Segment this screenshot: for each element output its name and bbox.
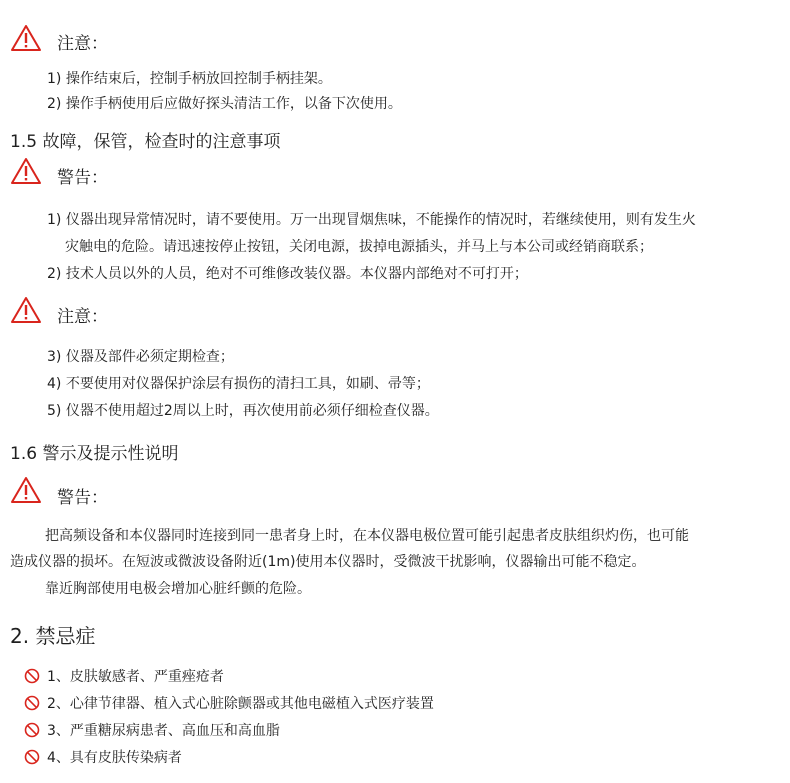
contraindication-item-2: 2、心律节律器、植入式心脏除颤器或其他电磁植入式医疗装置 — [47, 696, 434, 712]
warning-triangle-icon — [10, 296, 42, 324]
section-1-6-title: 1.6 警示及提示性说明 — [10, 444, 179, 464]
contraindication-item-1: 1、皮肤敏感者、严重痤疮者 — [47, 669, 224, 685]
warning-paragraph-line-3: 靠近胸部使用电极会增加心脏纤颤的危险。 — [45, 581, 311, 597]
notice-label: 注意： — [57, 34, 108, 54]
warning-item-2: 2) 技术人员以外的人员，绝对不可维修改装仪器。本仪器内部绝对不可打开； — [47, 266, 528, 282]
warning-triangle-icon — [10, 157, 42, 185]
prohibited-icon — [24, 695, 40, 711]
section-2-title: 2. 禁忌症 — [10, 624, 96, 648]
warning-label: 警告： — [57, 168, 108, 188]
contraindication-item-3: 3、严重糖尿病患者、高血压和高血脂 — [47, 723, 280, 739]
notice-label: 注意： — [57, 307, 108, 327]
warning-item-1: 1) 仪器出现异常情况时，请不要使用。万一出现冒烟焦味，不能操作的情况时，若继续使用，则有发生火 — [47, 212, 696, 228]
warning-paragraph-line-1: 把高频设备和本仪器同时连接到同一患者身上时，在本仪器电极位置可能引起患者皮肤组织灼伤，也可能 — [45, 528, 689, 544]
notice-item-1: 1) 操作结束后，控制手柄放回控制手柄挂架。 — [47, 71, 332, 87]
notice-item-4: 4) 不要使用对仪器保护涂层有损伤的清扫工具，如刷、帚等； — [47, 376, 430, 392]
warning-paragraph-line-2: 造成仪器的损坏。在短波或微波设备附近(1m)使用本仪器时，受微波干扰影响，仪器输出可能不稳定。 — [10, 554, 646, 570]
warning-label: 警告： — [57, 488, 108, 508]
notice-item-5: 5) 仪器不使用超过2周以上时，再次使用前必须仔细检查仪器。 — [47, 403, 439, 419]
warning-triangle-icon — [10, 24, 42, 52]
warning-item-1-cont: 灾触电的危险。请迅速按停止按钮，关闭电源，拔掉电源插头，并马上与本公司或经销商联系； — [65, 239, 653, 255]
prohibited-icon — [24, 668, 40, 684]
warning-triangle-icon — [10, 476, 42, 504]
section-1-5-title: 1.5 故障，保管，检查时的注意事项 — [10, 132, 281, 152]
prohibited-icon — [24, 722, 40, 738]
prohibited-icon — [24, 749, 40, 765]
contraindication-item-4: 4、具有皮肤传染病者 — [47, 750, 182, 766]
notice-item-2: 2) 操作手柄使用后应做好探头清洁工作，以备下次使用。 — [47, 96, 402, 112]
notice-item-3: 3) 仪器及部件必须定期检查； — [47, 349, 234, 365]
